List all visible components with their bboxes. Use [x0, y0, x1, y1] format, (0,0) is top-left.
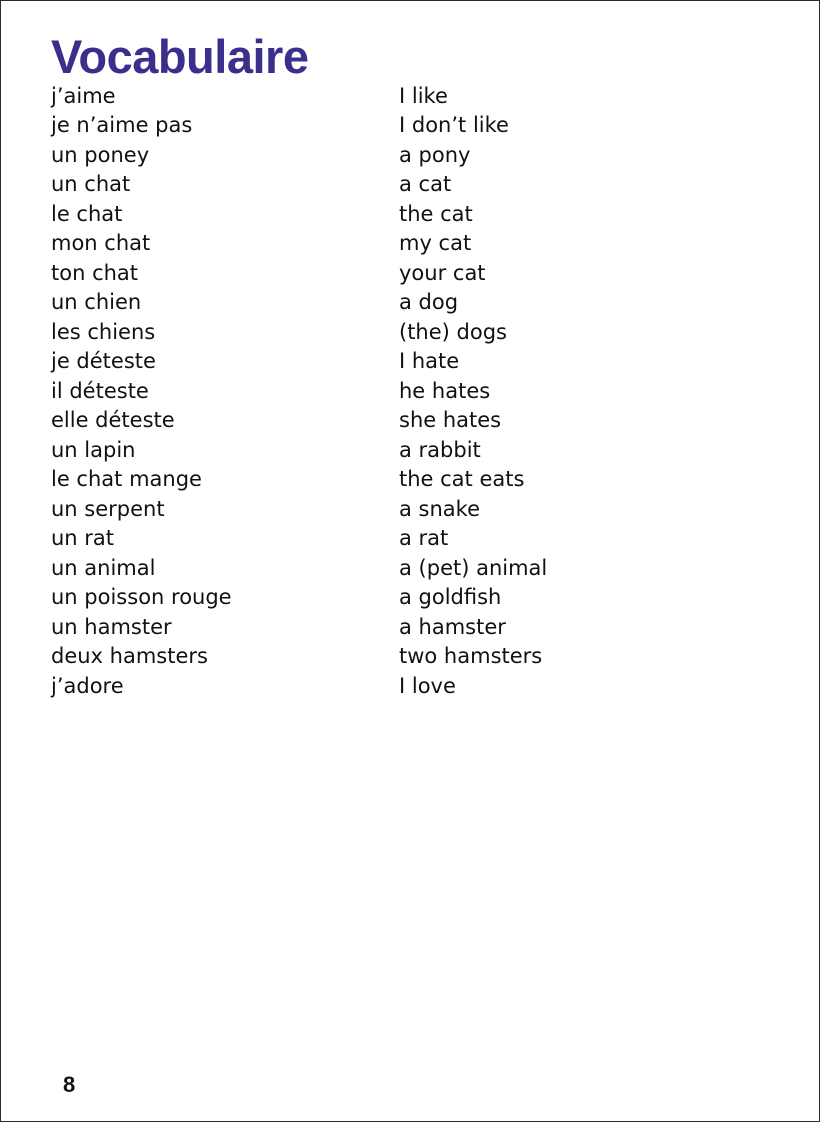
vocabulary-list	[51, 81, 671, 701]
french-term: le chat mange	[51, 467, 202, 492]
french-term: un hamster	[51, 614, 172, 639]
french-term: un poney	[51, 142, 150, 167]
english-translation: my cat	[399, 231, 472, 256]
vocab-row	[51, 583, 671, 613]
vocab-row	[51, 229, 671, 259]
english-translation: she hates	[399, 408, 502, 433]
english-translation: the cat eats	[399, 467, 525, 492]
english-translation: two hamsters	[399, 644, 543, 669]
english-translation: he hates	[399, 378, 491, 403]
french-term: un chien	[51, 290, 142, 315]
french-term: ton chat	[51, 260, 139, 285]
french-term: un serpent	[51, 496, 165, 521]
vocab-row	[51, 111, 671, 141]
english-translation: a snake	[399, 496, 480, 521]
page-title: Vocabulaire	[51, 30, 309, 83]
vocab-row	[51, 642, 671, 672]
vocab-row	[51, 140, 671, 170]
french-term: j’aime	[51, 83, 116, 108]
french-term: j’adore	[51, 673, 124, 698]
vocab-row	[51, 347, 671, 377]
vocab-row	[51, 317, 671, 347]
english-translation: a rat	[399, 526, 449, 551]
english-translation: the cat	[399, 201, 473, 226]
vocab-row	[51, 435, 671, 465]
english-translation: I don’t like	[399, 113, 509, 138]
english-translation: a cat	[399, 172, 452, 197]
french-term: elle déteste	[51, 408, 175, 433]
vocab-row	[51, 258, 671, 288]
french-term: il déteste	[51, 378, 149, 403]
french-term: un rat	[51, 526, 115, 551]
french-term: le chat	[51, 201, 123, 226]
vocab-row	[51, 671, 671, 701]
english-translation: I like	[399, 83, 448, 108]
page-number: 8	[63, 1072, 76, 1097]
french-term: un lapin	[51, 437, 136, 462]
french-term: je n’aime pas	[51, 113, 193, 138]
vocab-row	[51, 494, 671, 524]
english-translation: a dog	[399, 290, 459, 315]
french-term: je déteste	[51, 349, 156, 374]
vocab-row	[51, 406, 671, 436]
english-translation: your cat	[399, 260, 486, 285]
french-term: un chat	[51, 172, 131, 197]
vocab-row	[51, 524, 671, 554]
english-translation: (the) dogs	[399, 319, 507, 344]
english-translation: a pony	[399, 142, 471, 167]
english-translation: a (pet) animal	[399, 555, 548, 580]
vocab-row	[51, 288, 671, 318]
english-translation: a goldfish	[399, 585, 502, 610]
vocab-row	[51, 199, 671, 229]
french-term: les chiens	[51, 319, 156, 344]
vocab-row	[51, 465, 671, 495]
french-term: un poisson rouge	[51, 585, 232, 610]
vocab-row	[51, 553, 671, 583]
french-term: mon chat	[51, 231, 151, 256]
vocab-row	[51, 170, 671, 200]
vocab-row	[51, 376, 671, 406]
french-term: un animal	[51, 555, 156, 580]
vocab-row	[51, 81, 671, 111]
french-term: deux hamsters	[51, 644, 208, 669]
english-translation: I love	[399, 673, 456, 698]
english-translation: I hate	[399, 349, 460, 374]
english-translation: a hamster	[399, 614, 506, 639]
english-translation: a rabbit	[399, 437, 481, 462]
vocab-row	[51, 612, 671, 642]
